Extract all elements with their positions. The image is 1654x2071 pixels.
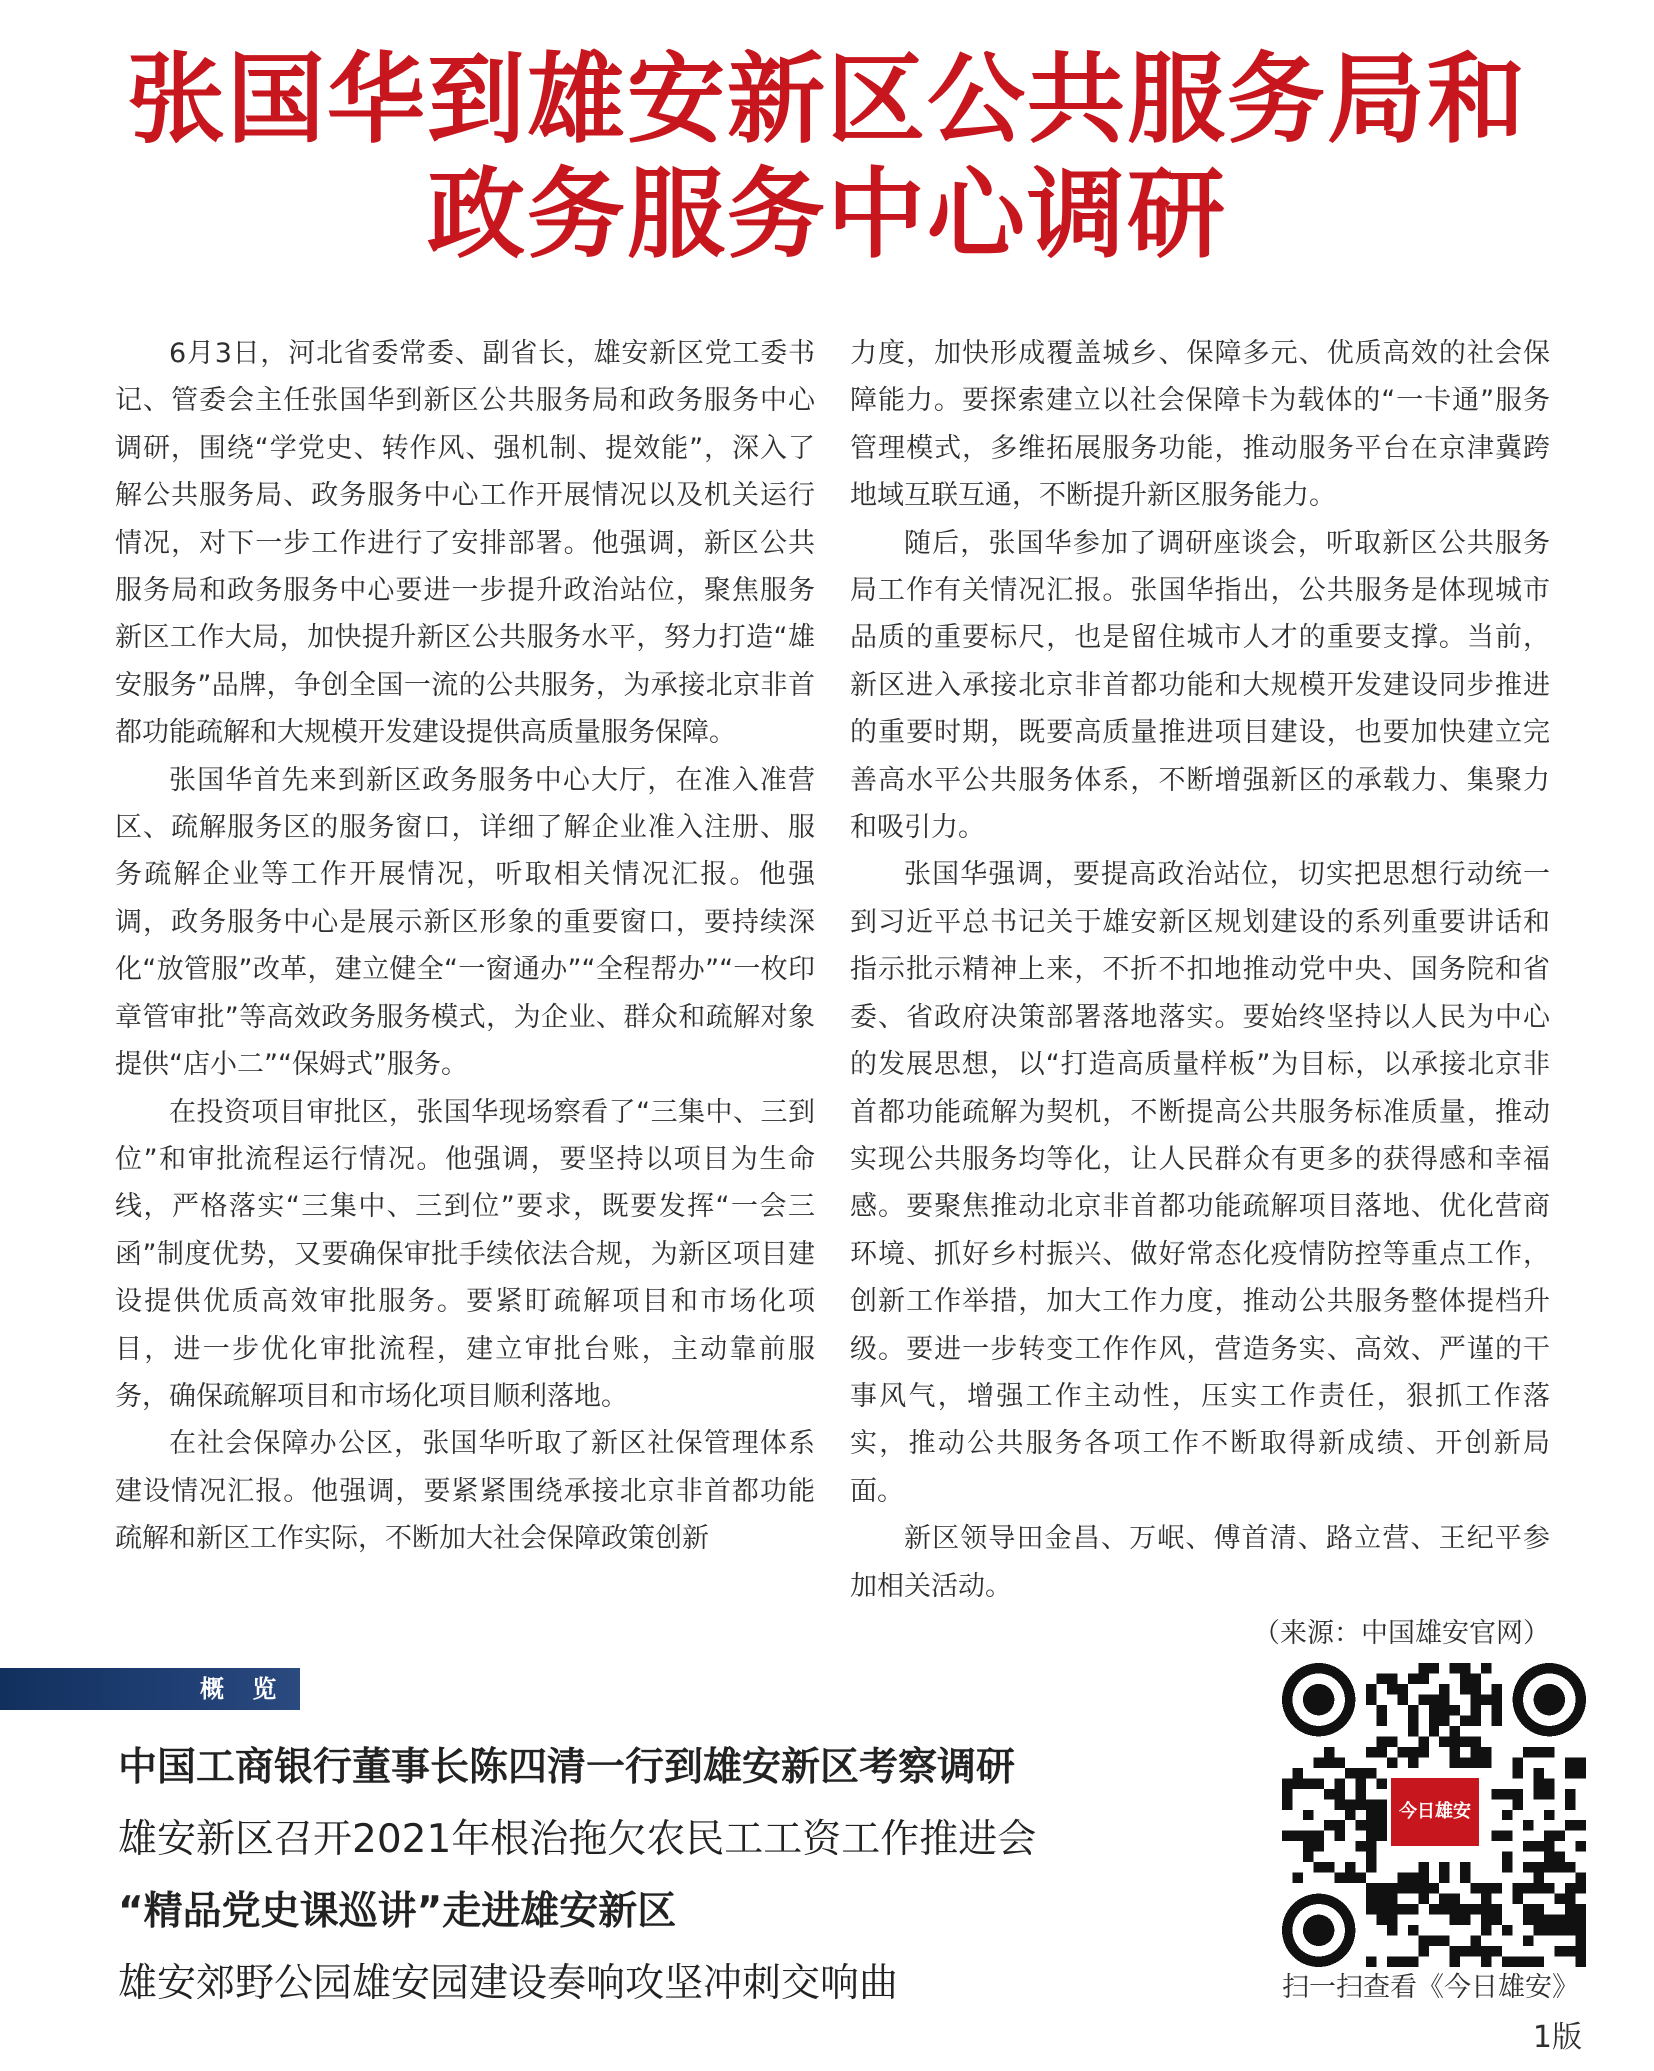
- qr-caption: 扫一扫查看《今日雄安》: [1282, 1972, 1579, 2003]
- qr-logo: 今日雄安: [1387, 1774, 1483, 1850]
- headline-line-2: 政务服务中心调研: [426, 157, 1227, 272]
- article-paragraph: 随后，张国华参加了调研座谈会，听取新区公共服务局工作有关情况汇报。张国华指出，公共服务是体现城市品质的重要标尺，也是留住城市人才的重要支撑。当前，新区进入承接北京非首都功能和大规模开发建设同步推进的重要时期，既要高质量推进项目建设，也要加快建立完善高水平公共服务体系，不断增强新区的承载力、集聚力和吸引力。: [850, 527, 1550, 844]
- article-left-column: [115, 330, 815, 1563]
- overview-item[interactable]: 雄安郊野公园雄安园建设奏响攻坚冲刺交响曲: [118, 1961, 899, 2006]
- page-number: 1版: [1532, 2020, 1582, 2055]
- article-source: （来源：中国雄安官网）: [1253, 1617, 1550, 1649]
- headline-line-1: 张国华到雄安新区公共服务局和: [126, 42, 1527, 157]
- overview-label: 概 览: [200, 1675, 287, 1703]
- article-paragraph: 张国华强调，要提高政治站位，切实把思想行动统一到习近平总书记关于雄安新区规划建设的系列重要讲话和指示批示精神上来，不折不扣地推动党中央、国务院和省委、省政府决策部署落地落实。要始终坚持以人民为中心的发展思想，以“打造高质量样板”为目标，以承接北京非首都功能疏解为契机，不断提高公共服务标准质量，推动实现公共服务均等化，让人民群众有更多的获得感和幸福感。要聚焦推动北京非首都功能疏解项目落地、优化营商环境、抓好乡村振兴、做好常态化疫情防控等重点工作，创新工作举措，加大工作力度，推动公共服务整体提档升级。要进一步转变工作作风，营造务实、高效、严谨的干事风气，增强工作主动性，压实工作责任，狠抓工作落实，推动公共服务各项工作不断取得新成绩、开创新局面。: [850, 859, 1550, 1507]
- article-paragraph: 张国华首先来到新区政务服务中心大厅，在准入准营区、疏解服务区的服务窗口，详细了解企业准入注册、服务疏解企业等工作开展情况，听取相关情况汇报。他强调，政务服务中心是展示新区形象的重要窗口，要持续深化“放管服”改革，建立健全“一窗通办”“全程帮办”“一枚印章管审批”等高效政务服务模式，为企业、群众和疏解对象提供“店小二”“保姆式”服务。: [115, 764, 815, 1081]
- overview-item[interactable]: “精品党史课巡讲”走进雄安新区: [118, 1889, 677, 1934]
- article-right-column: [850, 330, 1550, 1657]
- overview-item[interactable]: 雄安新区召开2021年根治拖欠农民工工资工作推进会: [118, 1817, 1037, 1862]
- article-paragraph: 在社会保障办公区，张国华听取了新区社保管理体系建设情况汇报。他强调，要紧紧围绕承接北京非首都功能疏解和新区工作实际，不断加大社会保障政策创新: [115, 1428, 815, 1555]
- article-paragraph: 新区领导田金昌、万岷、傅首清、路立营、王纪平参加相关活动。: [850, 1523, 1550, 1602]
- article-paragraph: 在投资项目审批区，张国华现场察看了“三集中、三到位”和审批流程运行情况。他强调，要坚持以项目为生命线，严格落实“三集中、三到位”要求，既要发挥“一会三函”制度优势，又要确保审批手续依法合规，为新区项目建设提供优质高效审批服务。要紧盯疏解项目和市场化项目，进一步优化审批流程，建立审批台账，主动靠前服务，确保疏解项目和市场化项目顺利落地。: [115, 1096, 815, 1412]
- overview-item[interactable]: 中国工商银行董事长陈四清一行到雄安新区考察调研: [118, 1745, 1016, 1790]
- article-paragraph: 6月3日，河北省委常委、副省长，雄安新区党工委书记、管委会主任张国华到新区公共服务局和政务服务中心调研，围绕“学党史、转作风、强机制、提效能”，深入了解公共服务局、政务服务中心工作开展情况以及机关运行情况，对下一步工作进行了安排部署。他强调，新区公共服务局和政务服务中心要进一步提升政治站位，聚焦服务新区工作大局，加快提升新区公共服务水平，努力打造“雄安服务”品牌，争创全国一流的公共服务，为承接北京非首都功能疏解和大规模开发建设提供高质量服务保障。: [115, 338, 815, 749]
- article-paragraph: 力度，加快形成覆盖城乡、保障多元、优质高效的社会保障能力。要探索建立以社会保障卡为载体的“一卡通”服务管理模式，多维拓展服务功能，推动服务平台在京津冀跨地域互联互通，不断提升新区服务能力。: [850, 338, 1550, 512]
